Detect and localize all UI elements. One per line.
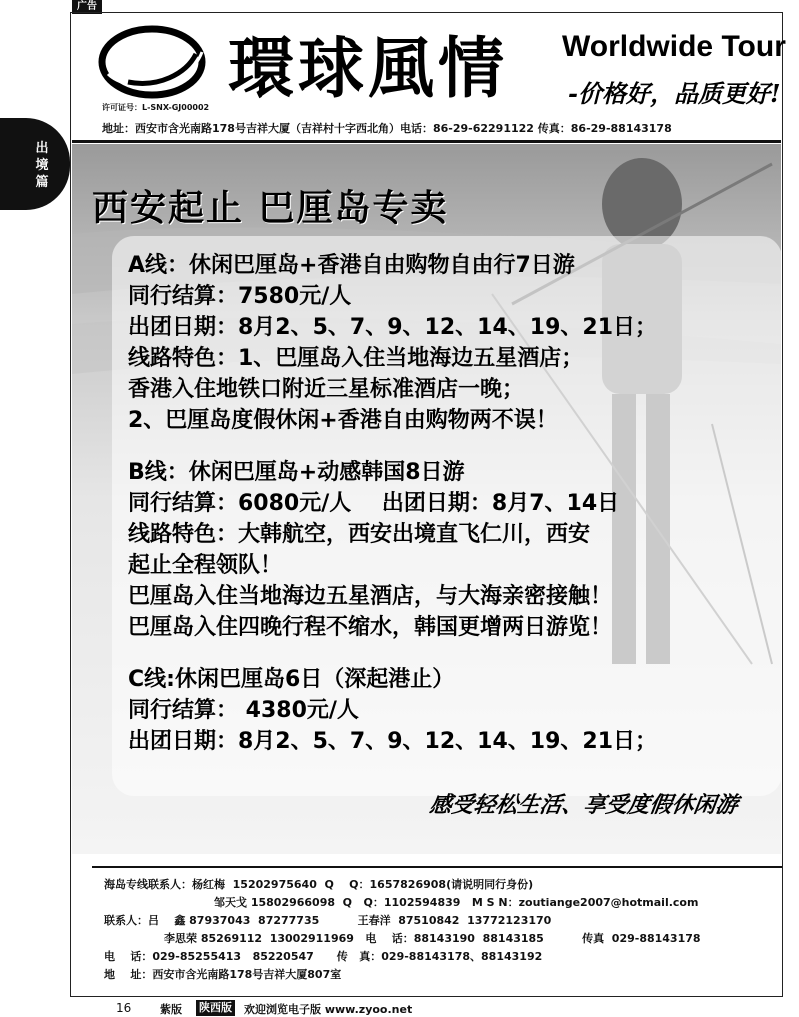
contact-line: 海岛专线联系人：杨红梅 15202975640 Q Q：1657826908(请说明同行身份) <box>104 878 534 891</box>
website-link[interactable]: 欢迎浏览电子版 www.zyoo.net <box>244 1003 413 1016</box>
route-line: 同行结算：6080元/人 出团日期：8月7、14日 <box>128 491 620 516</box>
route-c <box>128 664 778 757</box>
route-line: C线:休闲巴厘岛6日（深起港止） <box>128 667 455 692</box>
route-line: 香港入住地铁口附近三星标准酒店一晚； <box>128 377 525 402</box>
motto: 感受轻松生活、享受度假休闲游 <box>427 792 740 818</box>
section-tab-char: 出 <box>35 141 49 156</box>
brand-english: Worldwide Tour <box>562 30 786 63</box>
section-tab-char: 境 <box>35 158 49 173</box>
contact-line: 邹天戈 15802966098 Q Q：1102594839 M S N：zoutiange2007@hotmail.com <box>214 896 699 909</box>
route-line: 巴厘岛入住四晚行程不缩水，韩国更增两日游览！ <box>128 615 613 640</box>
slogan: -价格好，品质更好! <box>568 79 781 108</box>
ad-title: 西安起止 巴厘岛专卖 <box>92 187 449 229</box>
company-address: 地址：西安市含光南路178号吉祥大厦（吉祥村十字西北角）电话：86-29-62291122 传真：86-29-88143178 <box>102 122 672 135</box>
route-line: 线路特色：1、巴厘岛入住当地海边五星酒店； <box>128 346 584 371</box>
route-line: A线：休闲巴厘岛+香港自由购物自由行7日游 <box>128 253 575 278</box>
contact-line: 联系人：吕 鑫 87937043 87277735 王春洋 87510842 13772123170 <box>104 914 552 927</box>
header-divider <box>72 140 781 143</box>
route-line: 巴厘岛入住当地海边五星酒店，与大海亲密接触！ <box>128 584 613 609</box>
footer-divider <box>92 866 782 868</box>
route-line: 出团日期：8月2、5、7、9、12、14、19、21日； <box>128 315 657 340</box>
route-line: 同行结算： 4380元/人 <box>128 698 359 723</box>
contact-block <box>104 876 780 984</box>
ad-tag: 广告 <box>72 0 102 14</box>
globe-logo-icon <box>98 24 206 100</box>
route-list <box>128 250 778 757</box>
route-line: 同行结算：7580元/人 <box>128 284 352 309</box>
section-tab <box>0 118 70 210</box>
edition-badge: 陕西版 <box>196 1000 235 1016</box>
route-b <box>128 457 778 643</box>
page-footer <box>72 1000 781 1017</box>
contact-line: 地 址：西安市含光南路178号吉祥大厦807室 <box>104 968 342 981</box>
route-line: 2、巴厘岛度假休闲+香港自由购物两不误！ <box>128 408 558 433</box>
section-tab-char: 篇 <box>35 175 49 190</box>
route-line: 起止全程领队！ <box>128 553 283 578</box>
route-line: 线路特色：大韩航空，西安出境直飞仁川，西安 <box>128 522 591 547</box>
brand-name: 環球風情 <box>228 29 508 107</box>
license-number: 许可证号：L-SNX-GJ00002 <box>102 103 210 112</box>
section-label: 紫版 <box>160 1003 182 1016</box>
page-number: 16 <box>116 1001 132 1015</box>
route-line: B线：休闲巴厘岛+动感韩国8日游 <box>128 460 465 485</box>
contact-line: 李思荣 85269112 13002911969 电 话：88143190 88143185 传真 029-88143178 <box>164 932 701 945</box>
contact-line: 电 话：029-85255413 85220547 传 真：029-88143178、88143192 <box>104 950 543 963</box>
route-line: 出团日期：8月2、5、7、9、12、14、19、21日； <box>128 729 657 754</box>
route-a <box>128 250 778 436</box>
